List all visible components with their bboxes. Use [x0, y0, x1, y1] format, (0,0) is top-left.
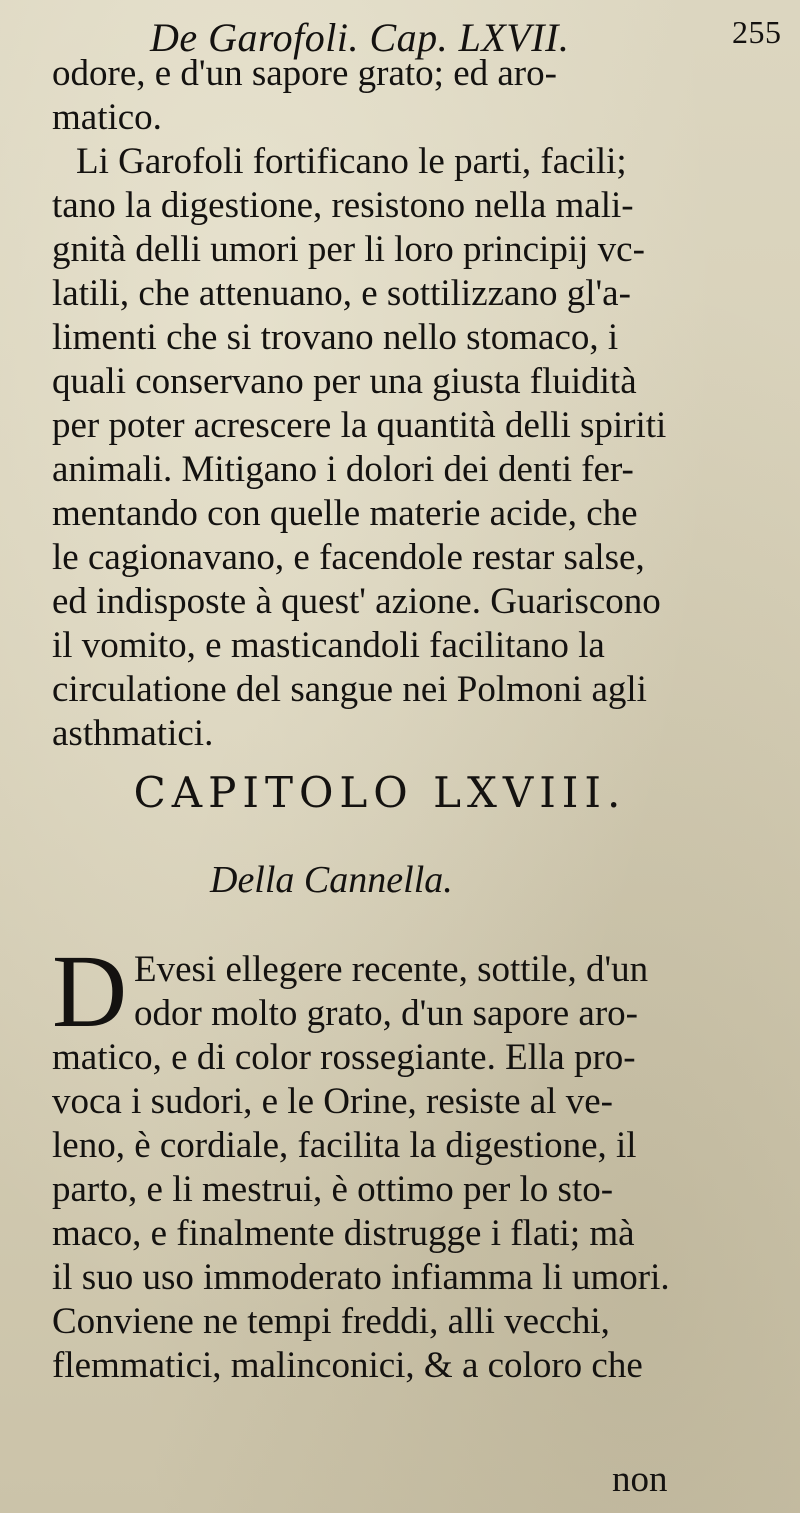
text-line: maco, e finalmente distrugge i flati; mà: [52, 1213, 635, 1254]
paragraph-1: [52, 52, 752, 756]
page-number: 255: [732, 14, 782, 50]
text-line: asthmatici.: [52, 713, 214, 754]
drop-cap: D: [52, 934, 128, 1049]
text-line: il suo uso immoderato infiamma li umori.: [52, 1257, 670, 1298]
text-line: limenti che si trovano nello stomaco, i: [52, 317, 619, 358]
chapter-title: CAPITOLO LXVIII.: [133, 768, 627, 817]
text-line: Conviene ne tempi freddi, alli vecchi,: [52, 1301, 610, 1342]
text-line: animali. Mitigano i dolori dei denti fer-: [52, 449, 634, 490]
text-line: voca i sudori, e le Orine, resiste al ve-: [52, 1081, 613, 1122]
text-line: leno, è cordiale, facilita la digestione, il: [52, 1125, 637, 1166]
text-line: quali conservano per una giusta fluidità: [52, 361, 637, 402]
paragraph-2: [52, 934, 762, 1388]
text-line: odor molto grato, d'un sapore aro-: [134, 993, 638, 1034]
chapter-subtitle: Della Cannella.: [210, 859, 453, 901]
text-line: parto, e li mestrui, è ottimo per lo sto-: [52, 1169, 614, 1210]
text-line: odore, e d'un sapore grato; ed aro-: [52, 53, 557, 94]
text-line: circulatione del sangue nei Polmoni agli: [52, 669, 647, 710]
text-line: il vomito, e masticandoli facilitano la: [52, 625, 605, 666]
text-line: matico, e di color rossegiante. Ella pro-: [52, 1037, 636, 1078]
text-line: ed indisposte à quest' azione. Guariscono: [52, 581, 661, 622]
running-title: De Garofoli. Cap. LXVII.: [150, 15, 570, 60]
text-line: per poter acrescere la quantità delli spiriti: [52, 405, 667, 446]
text-line: Evesi ellegere recente, sottile, d'un: [134, 949, 649, 990]
text-line: Li Garofoli fortificano le parti, facili;: [76, 141, 627, 182]
text-line: flemmatici, malinconici, & a coloro che: [52, 1345, 643, 1386]
text-line: tano la digestione, resistono nella mali-: [52, 185, 634, 226]
text-line: gnità delli umori per li loro principij vc-: [52, 229, 645, 270]
catchword: non: [612, 1459, 668, 1500]
text-line: le cagionavano, e facendole restar salse,: [52, 537, 645, 578]
text-line: mentando con quelle materie acide, che: [52, 493, 638, 534]
text-line: matico.: [52, 97, 162, 138]
text-line: latili, che attenuano, e sottilizzano gl'a-: [52, 273, 631, 314]
